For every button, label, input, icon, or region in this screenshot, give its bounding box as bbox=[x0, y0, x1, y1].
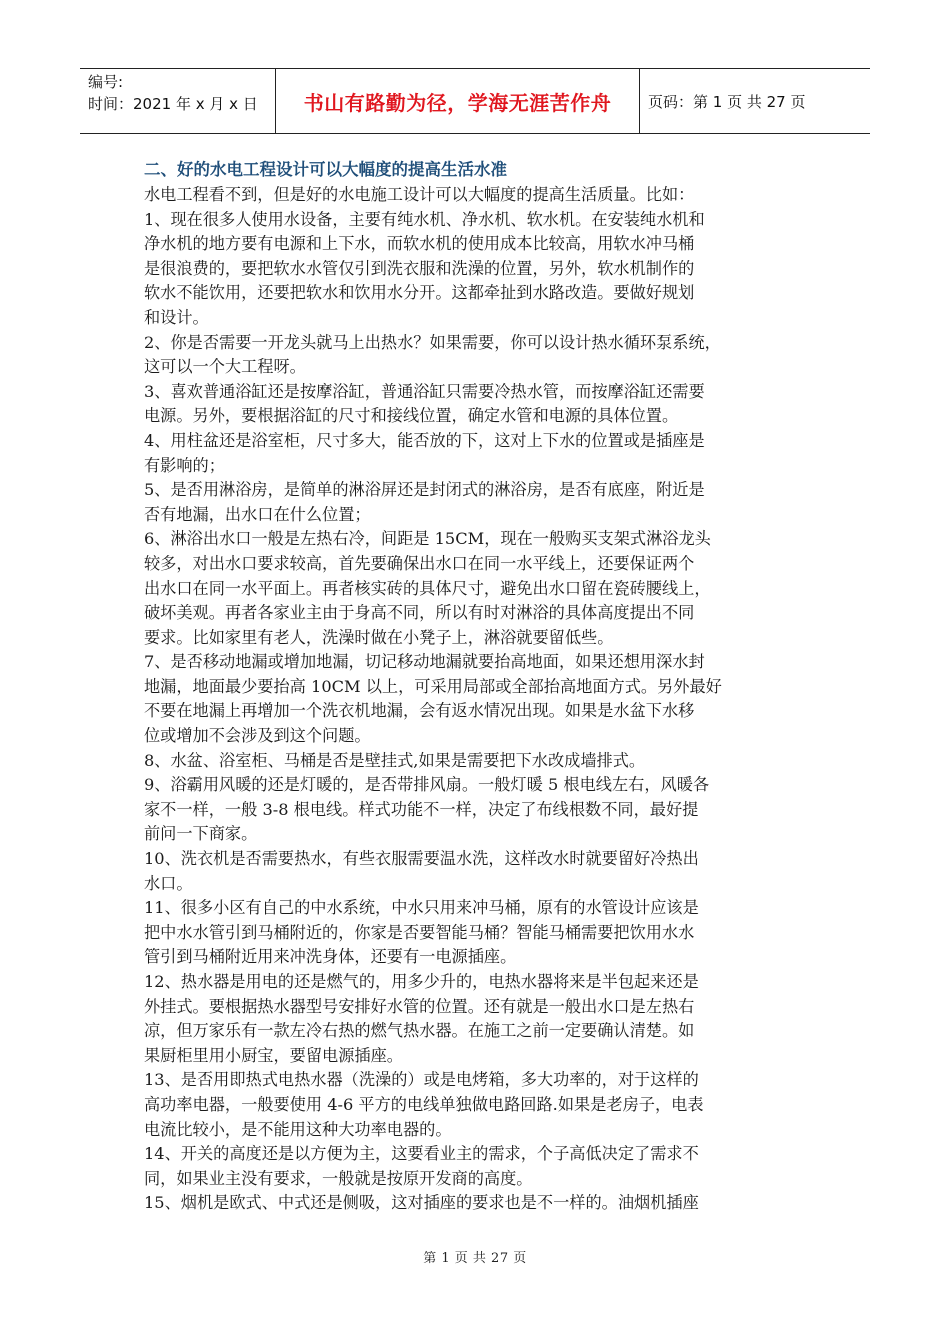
paragraph bbox=[144, 183, 824, 208]
text-line: 要求。比如家里有老人，洗澡时做在小凳子上，淋浴就要留低些。 bbox=[144, 627, 614, 647]
paragraph bbox=[144, 847, 824, 896]
text-line: 有影响的； bbox=[144, 455, 225, 475]
text-line: 果厨柜里用小厨宝，要留电源插座。 bbox=[144, 1045, 403, 1065]
document-body bbox=[144, 157, 824, 1216]
paragraph bbox=[144, 208, 824, 331]
text-line: 这可以一个大工程呀。 bbox=[144, 357, 306, 377]
header-motto: 书山有路勤为径，学海无涯苦作舟 bbox=[275, 69, 640, 133]
text-line: 家不一样，一般 3-8 根电线。样式功能不一样，决定了布线根数不同，最好提 bbox=[144, 799, 699, 819]
paragraph bbox=[144, 527, 824, 650]
text-line: 水电工程看不到，但是好的水电施工设计可以大幅度的提高生活质量。比如： bbox=[144, 185, 695, 204]
paragraph bbox=[144, 331, 824, 380]
paragraph-list bbox=[144, 183, 824, 1216]
paragraph bbox=[144, 1068, 824, 1142]
text-line: 外挂式。要根据热水器型号安排好水管的位置。还有就是一般出水口是左热右 bbox=[144, 996, 695, 1016]
text-line: 是很浪费的，要把软水水管仅引到洗衣服和洗澡的位置，另外，软水机制作的 bbox=[144, 258, 695, 278]
text-line: 7、是否移动地漏或增加地漏，切记移动地漏就要抬高地面，如果还想用深水封 bbox=[144, 652, 705, 672]
text-line: 不要在地漏上再增加一个洗衣机地漏，会有返水情况出现。如果是水盆下水移 bbox=[144, 701, 695, 721]
text-line: 破坏美观。再者各家业主由于身高不同，所以有时对淋浴的具体高度提出不同 bbox=[144, 603, 695, 623]
text-line: 8、水盆、浴室柜、马桶是否是壁挂式,如果是需要把下水改成墙排式。 bbox=[144, 750, 646, 770]
paragraph bbox=[144, 1191, 824, 1216]
text-line: 前问一下商家。 bbox=[144, 824, 258, 844]
text-line: 15、烟机是欧式、中式还是侧吸，这对插座的要求也是不一样的。油烟机插座 bbox=[144, 1193, 699, 1213]
text-line: 11、很多小区有自己的中水系统，中水只用来冲马桶，原有的水管设计应该是 bbox=[144, 898, 699, 918]
text-line: 高功率电器，一般要使用 4-6 平方的电线单独做电路回路.如果是老房子，电表 bbox=[144, 1094, 704, 1114]
paragraph bbox=[144, 429, 824, 478]
paragraph bbox=[144, 478, 824, 527]
text-line: 3、喜欢普通浴缸还是按摩浴缸，普通浴缸只需要冷热水管，而按摩浴缸还需要 bbox=[144, 381, 705, 401]
text-line: 同，如果业主没有要求，一般就是按原开发商的高度。 bbox=[144, 1168, 533, 1188]
paragraph bbox=[144, 650, 824, 748]
text-line: 4、用柱盆还是浴室柜，尺寸多大，能否放的下，这对上下水的位置或是插座是 bbox=[144, 430, 705, 450]
text-line: 电源。另外，要根据浴缸的尺寸和接线位置，确定水管和电源的具体位置。 bbox=[144, 406, 679, 426]
text-line: 2、你是否需要一开龙头就马上出热水？如果需要，你可以设计热水循环泵系统， bbox=[144, 332, 721, 352]
text-line: 10、洗衣机是否需要热水，有些衣服需要温水洗，这样改水时就要留好冷热出 bbox=[144, 849, 699, 869]
document-code-label: 编号: bbox=[88, 73, 124, 91]
text-line: 凉，但万家乐有一款左冷右热的燃气热水器。在施工之前一定要确认清楚。如 bbox=[144, 1021, 695, 1041]
paragraph bbox=[144, 1142, 824, 1191]
section-heading: 二、好的水电工程设计可以大幅度的提高生活水准 bbox=[144, 160, 507, 179]
text-line: 12、热水器是用电的还是燃气的，用多少升的，电热水器将来是半包起来还是 bbox=[144, 972, 699, 991]
text-line: 9、浴霸用风暖的还是灯暖的，是否带排风扇。一般灯暖 5 根电线左右，风暖各 bbox=[144, 775, 710, 795]
text-line: 1、现在很多人使用水设备，主要有纯水机、净水机、软水机。在安装纯水机和 bbox=[144, 209, 705, 229]
text-line: 管引到马桶附近用来冲洗身体，还要有一电源插座。 bbox=[144, 947, 517, 967]
paragraph bbox=[144, 970, 824, 1068]
text-line: 较多，对出水口要求较高，首先要确保出水口在同一水平线上，还要保证两个 bbox=[144, 553, 695, 573]
text-line: 14、开关的高度还是以方便为主，这要看业主的需求，个子高低决定了需求不 bbox=[144, 1144, 699, 1164]
paragraph bbox=[144, 773, 824, 847]
text-line: 13、是否用即热式电热水器（洗澡的）或是电烤箱，多大功率的，对于这样的 bbox=[144, 1070, 699, 1090]
text-line: 地漏，地面最少要抬高 10CM 以上，可采用局部或全部抬高地面方式。另外最好 bbox=[144, 676, 722, 696]
page-header bbox=[80, 68, 870, 134]
text-line: 把中水水管引到马桶附近的，你家是否要智能马桶？智能马桶需要把饮用水水 bbox=[144, 922, 695, 942]
paragraph bbox=[144, 896, 824, 970]
text-line: 位或增加不会涉及到这个问题。 bbox=[144, 726, 371, 746]
page-footer: 第 1 页 共 27 页 bbox=[423, 1251, 527, 1266]
text-line: 净水机的地方要有电源和上下水，而软水机的使用成本比较高，用软水冲马桶 bbox=[144, 234, 695, 254]
text-line: 和设计。 bbox=[144, 307, 209, 327]
text-line: 否有地漏，出水口在什么位置； bbox=[144, 504, 371, 524]
document-time: 时间：2021 年 x 月 x 日 bbox=[88, 95, 258, 113]
text-line: 电流比较小，是不能用这种大功率电器的。 bbox=[144, 1119, 452, 1139]
paragraph bbox=[144, 380, 824, 429]
paragraph bbox=[144, 749, 824, 774]
text-line: 6、淋浴出水口一般是左热右冷，间距是 15CM，现在一般购买支架式淋浴龙头 bbox=[144, 529, 711, 549]
header-meta bbox=[80, 69, 275, 133]
text-line: 出水口在同一水平面上。再者核实砖的具体尺寸，避免出水口留在瓷砖腰线上， bbox=[144, 578, 711, 598]
text-line: 软水不能饮用，还要把软水和饮用水分开。这都牵扯到水路改造。要做好规划 bbox=[144, 283, 695, 303]
text-line: 5、是否用淋浴房，是简单的淋浴屏还是封闭式的淋浴房，是否有底座，附近是 bbox=[144, 480, 705, 500]
text-line: 水口。 bbox=[144, 873, 193, 893]
header-page-info: 页码：第 1 页 共 27 页 bbox=[648, 92, 806, 111]
